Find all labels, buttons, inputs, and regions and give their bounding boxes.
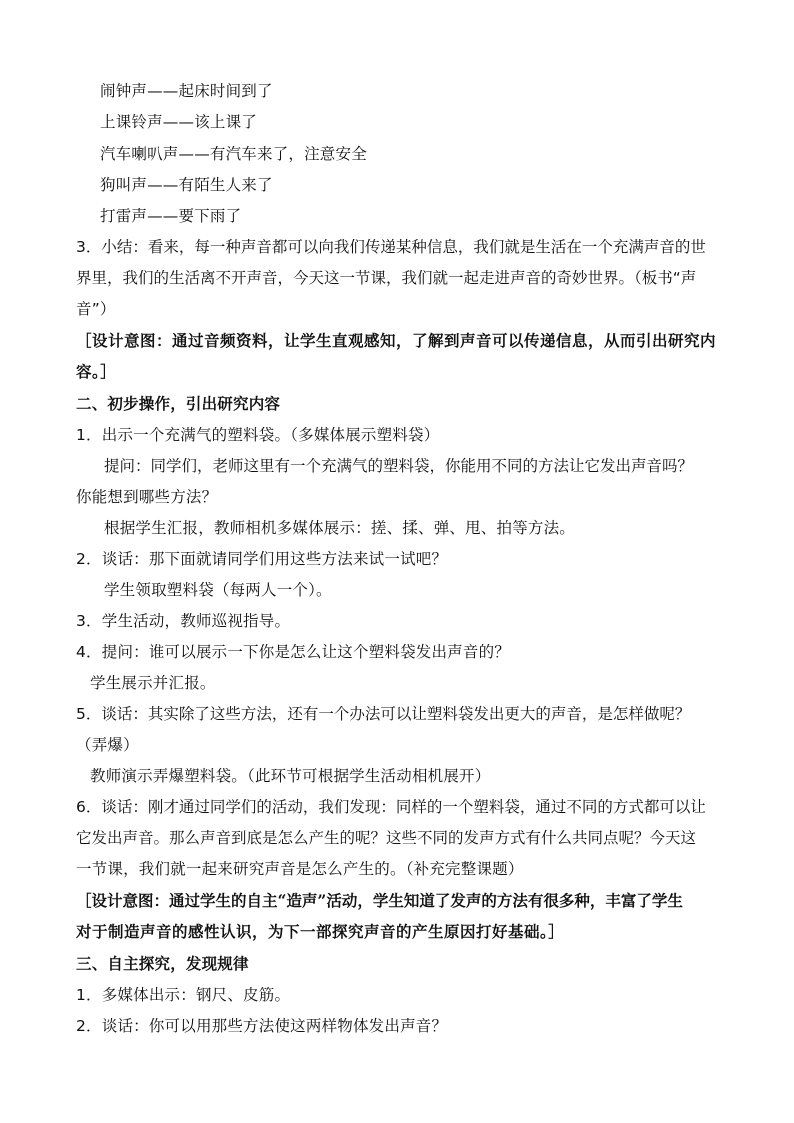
- body-line: 它发出声音。那么声音到底是怎么产生的呢？这些不同的发声方式有什么共同点呢？今天这: [76, 829, 697, 847]
- summary-line: 3．小结：看来，每一种声音都可以向我们传递某种信息，我们就是生活在一个充满声音的世: [76, 238, 706, 256]
- example-line: 打雷声——要下雨了: [100, 207, 242, 225]
- body-line: 一节课，我们就一起来研究声音是怎么产生的。（补充完整课题）: [76, 860, 524, 878]
- section-heading: 三、自主探究，发现规律: [76, 955, 249, 973]
- summary-line: 界里，我们的生活离不开声音，今天这一节课，我们就一起走进声音的奇妙世界。（板书“声: [76, 269, 697, 287]
- body-line: 1．出示一个充满气的塑料袋。（多媒体展示塑料袋）: [76, 426, 440, 444]
- example-line: 狗叫声——有陌生人来了: [100, 176, 273, 194]
- design-intent-line: 对于制造声音的感性认识，为下一部探究声音的产生原因打好基础。］: [76, 922, 565, 941]
- body-line: 3．学生活动，教师巡视指导。: [76, 612, 291, 630]
- body-line: 根据学生汇报，教师相机多媒体展示：搓、揉、弹、甩、拍等方法。: [104, 519, 576, 537]
- body-line: 2．谈话：你可以用那些方法使这两样物体发出声音？: [76, 1017, 448, 1035]
- body-line: 6．谈话：刚才通过同学们的活动，我们发现：同样的一个塑料袋，通过不同的方式都可以让: [76, 798, 706, 816]
- body-line: 你能想到哪些方法？: [76, 488, 218, 506]
- example-line: 上课铃声——该上课了: [100, 113, 258, 131]
- body-line: 提问：同学们，老师这里有一个充满气的塑料袋，你能用不同的方法让它发出声音吗？: [104, 457, 694, 475]
- summary-line: 音”）: [76, 300, 116, 318]
- example-line: 汽车喇叭声——有汽车来了，注意安全: [100, 145, 367, 163]
- body-line: 学生展示并汇报。: [90, 674, 216, 692]
- section-heading: 二、初步操作，引出研究内容: [76, 395, 281, 413]
- design-intent-line: ［设计意图：通过音频资料，让学生直观感知，了解到声音可以传递信息，从而引出研究内: [76, 331, 717, 350]
- body-line: 4．提问：谁可以展示一下你是怎么让这个塑料袋发出声音的？: [76, 643, 510, 661]
- body-line: 学生领取塑料袋（每两人一个）。: [104, 581, 332, 599]
- body-line: 教师演示弄爆塑料袋。（此环节可根据学生活动相机展开）: [90, 767, 491, 785]
- example-line: 闹钟声——起床时间到了: [100, 82, 273, 100]
- design-intent-line: 容。］: [76, 362, 117, 381]
- body-line: 1．多媒体出示：钢尺、皮筋。: [76, 986, 291, 1004]
- body-line: 2．谈话：那下面就请同学们用这些方法来试一试吧？: [76, 550, 448, 568]
- body-line: 5．谈话：其实除了这些方法，还有一个办法可以让塑料袋发出更大的声音，是怎样做呢？: [76, 705, 691, 723]
- body-line: （弄爆）: [76, 736, 139, 754]
- design-intent-line: ［设计意图：通过学生的自主“造声”活动，学生知道了发声的方法有很多种，丰富了学生: [76, 891, 683, 910]
